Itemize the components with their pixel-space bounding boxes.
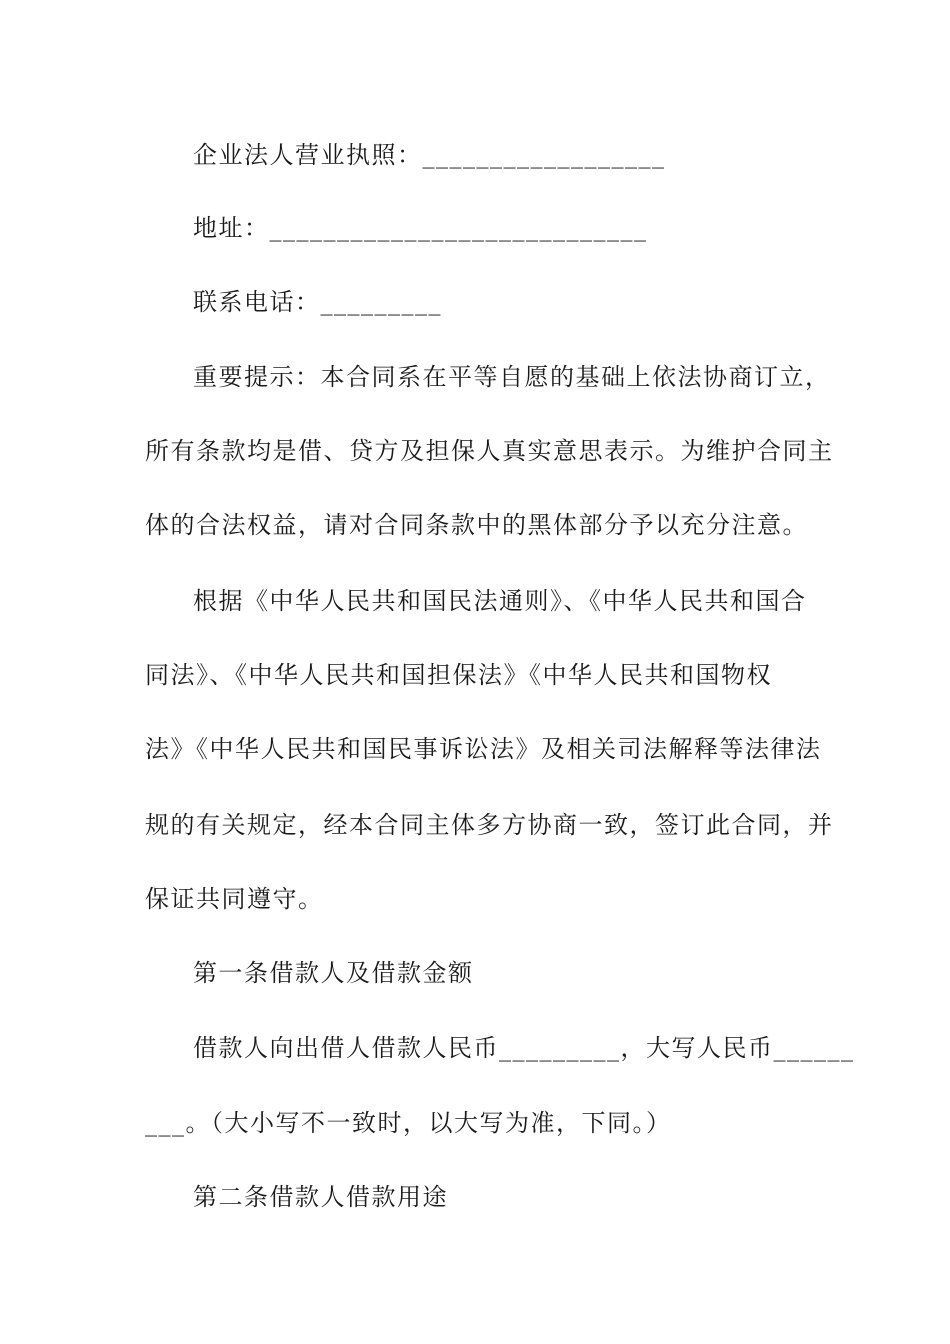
notice-line-1: 重要提示：本合同系在平等自愿的基础上依法协商订立， xyxy=(193,363,831,391)
phone-field: 联系电话：_________ xyxy=(193,288,442,316)
article2-heading: 第二条借款人借款用途 xyxy=(193,1183,448,1211)
article1-line-2: ___。（大小写不一致时，以大写为准，下同。） xyxy=(145,1109,672,1137)
basis-line-2: 同法》、《中华人民共和国担保法》《中华人民共和国物权 xyxy=(145,661,772,689)
notice-line-3: 体的合法权益，请对合同条款中的黑体部分予以充分注意。 xyxy=(145,511,808,539)
notice-line-2: 所有条款均是借、贷方及担保人真实意思表示。为维护合同主 xyxy=(145,437,834,465)
address-field: 地址：____________________________ xyxy=(193,214,648,242)
basis-line-4: 规的有关规定，经本合同主体多方协商一致，签订此合同，并 xyxy=(145,811,834,839)
basis-line-5: 保证共同遵守。 xyxy=(145,885,324,913)
basis-line-3: 法》《中华人民共和国民事诉讼法》及相关司法解释等法律法 xyxy=(145,735,822,763)
business-license-field: 企业法人营业执照：__________________ xyxy=(193,141,666,169)
article1-heading: 第一条借款人及借款金额 xyxy=(193,959,474,987)
article1-line-1: 借款人向出借人借款人民币_________，大写人民币______ xyxy=(193,1034,855,1062)
basis-line-1: 根据《中华人民共和国民法通则》、《中华人民共和国合 xyxy=(193,587,807,615)
